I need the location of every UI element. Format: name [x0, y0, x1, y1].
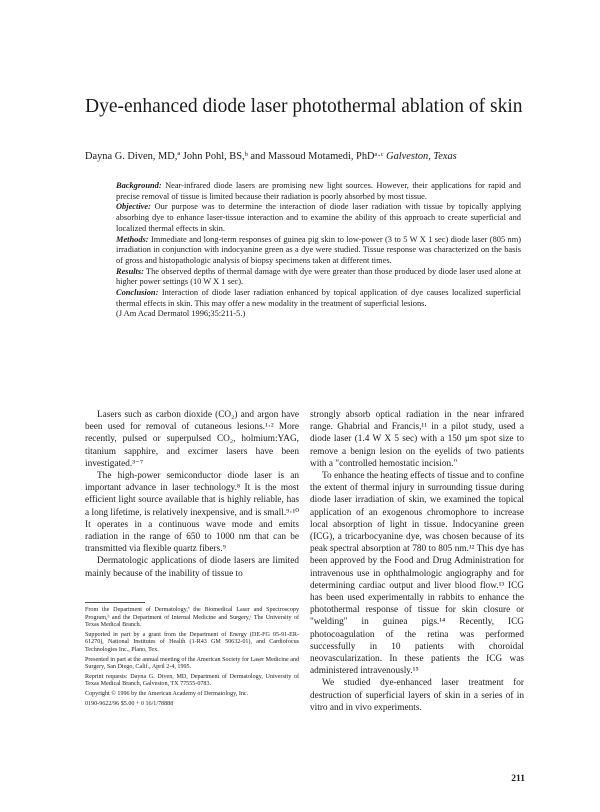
abstract-label: Results:	[116, 266, 144, 276]
abstract-conclusion	[116, 288, 521, 309]
footnotes	[85, 607, 299, 710]
abstract-label: Objective:	[116, 202, 151, 212]
abstract-citation: (J Am Acad Dermatol 1996;35:211-5.)	[116, 309, 246, 319]
body-column-left	[85, 409, 299, 580]
abstract	[116, 181, 521, 320]
abstract-text: Our purpose was to determine the interaction of diode laser radiation with tissue by topically applying absorbing dye to enhance laser-tissue interaction and to examine the ability of this approach to create superficial and localized thermal effects in skin.	[116, 202, 522, 233]
body-paragraph-continued: strongly absorb optical radiation in the near infrared range. Ghabrial and Francis,¹¹ in a pilot study, used a diode laser (1.4 W X 5 sec) with a 150 μm spot size to remove a benign lesion on the eyelids of two patients with a "controlled hemostatic incision."	[310, 410, 524, 469]
author-line	[85, 150, 525, 163]
page-number: 211	[511, 774, 525, 784]
abstract-label: Conclusion:	[116, 288, 159, 298]
abstract-objective	[116, 202, 521, 234]
body-paragraph: We studied dye-enhanced laser treatment for destruction of superficial layers of skin in a series of in vitro and in vivo experiments.	[310, 678, 524, 713]
footnote-identifier: 0190-9622/96 $5.00 + 0 16/1/78888	[85, 700, 174, 707]
abstract-text: Interaction of diode laser radiation enhanced by topical application of dye causes localized superficial thermal effects in skin. This may offer a new modality in the treatment of superficial lesions.	[116, 288, 522, 308]
body-column-right	[310, 409, 524, 714]
body-paragraph: To enhance the heating effects of tissue and to confine the extent of thermal injury in surrounding tissue during diode laser irradiation of skin, we examined the topical application of an exogenous chromophore to increase local absorption of light in tissue. Indocyanine green (ICG), a tricarbocyanine dye, was chosen because of its peak spectral absorption at 780 to 805 nm.¹² This dye has been approved by the Food and Drug Administration for intravenous use in ophthalmologic angiography and for determining cardiac output and liver blood flow.¹³ ICG has been used experimentally in rabbits to enhance the photothermal response of tissue for skin closure or "welding" in guinea pigs.¹⁴ Recently, ICG photocoagulation of the retina was performed successfully in 10 patients with choroidal neovascularization. In these patients the ICG was administered intravenously.¹⁵	[310, 471, 524, 677]
body-paragraph: Dermatologic applications of diode lasers are limited mainly because of the inability of tissue to	[85, 556, 299, 579]
abstract-text: The observed depths of thermal damage with dye were greater than those produced by diode laser used alone at higher power settings (10 W X 1 sec).	[116, 266, 521, 287]
abstract-label: Background:	[116, 181, 162, 190]
body-paragraph: The high-power semiconductor diode laser is an important advance in laser technology.⁸ It is the most efficient light source available that is highly reliable, has a long lifetime, is relatively inexpensive, and is small.⁹·¹⁰ It operates in a continuous wave mode and emits radiation in the range of 650 to 1000 nm that can be transmitted via flexible quartz fibers.⁹	[85, 471, 299, 555]
author-names: Dayna G. Diven, MD,ª John Pohl, BS,ᵇ and Massoud Motamedi, PhDᵃ·ᶜ	[85, 151, 384, 162]
article-title: Dye-enhanced diode laser photothermal ablation of skin	[85, 96, 523, 117]
abstract-methods	[116, 235, 521, 267]
abstract-results	[116, 267, 521, 288]
footnote-reprints: Reprint requests: Dayna G. Diven, MD, Department of Dermatology, University of Texas Medical Branch, Galveston, TX 77555-0783.	[85, 673, 299, 688]
footnote-copyright: Copyright © 1996 by the American Academy of Dermatology, Inc.	[85, 690, 249, 697]
footnote-funding: Supported in part by a grant from the Department of Energy (DE-FG 05-91-ER-61270), National Institutes of Health (1-R43 GM 50632-01), and Cardiofocus Technologies Inc., Plano, Tex.	[85, 631, 299, 653]
abstract-text: Immediate and long-term responses of guinea pig skin to low-power (3 to 5 W X 1 sec) diode laser (805 nm) irradiation in conjunction with indocyanine green as a dye were studied. Tissue response was characterized on the basis of gross and histopathologic analysis of biopsy specimens taken at different times.	[116, 234, 522, 265]
body-paragraph: Lasers such as carbon dioxide (CO₂) and argon have been used for removal of cutaneous lesions.¹·² More recently, pulsed or superpulsed CO₂, holmium:YAG, titanium sapphire, and excimer lasers have been investigated.³⁻⁷	[85, 410, 299, 469]
abstract-background	[116, 181, 521, 202]
author-location: Galveston, Texas	[386, 151, 457, 162]
footnote-affiliation: From the Department of Dermatology,ª the Biomedical Laser and Spectroscopy Program,ᵇ and the Department of Internal Medicine and Surgery,ᶜ The University of Texas Medical Branch.	[85, 607, 299, 629]
abstract-label: Methods:	[116, 234, 149, 244]
footnote-divider	[85, 602, 145, 603]
abstract-text: Near-infrared diode lasers are promising new light sources. However, their applications for rapid and precise removal of tissue is limited because their radiation is poorly absorbed by most tissue.	[116, 181, 521, 201]
footnote-presented: Presented in part at the annual meeting of the American Society for Laser Medicine and Surgery, San Diego, Calif., April 2-4, 1995.	[85, 656, 299, 671]
